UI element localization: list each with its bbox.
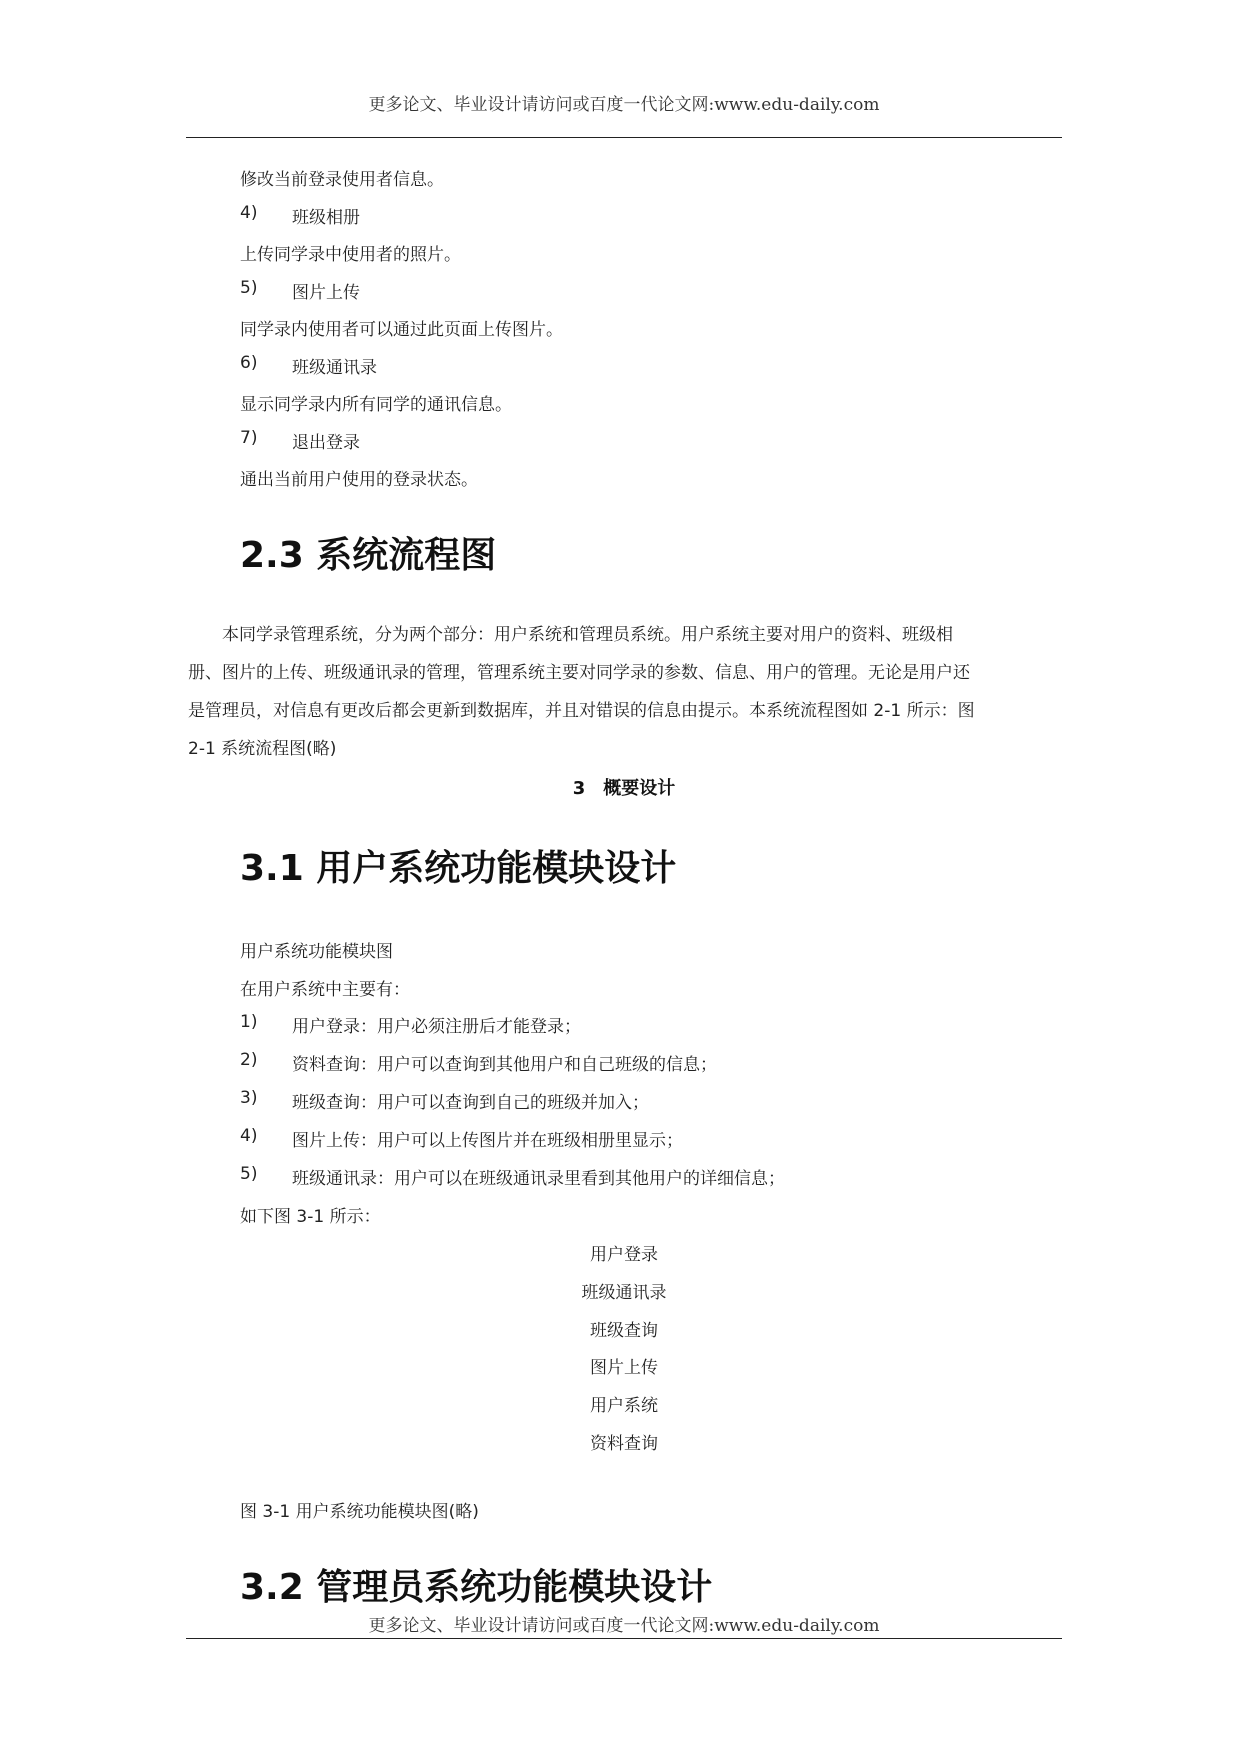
- section-2-3-paragraph: [188, 616, 1064, 768]
- module-item-text: 资料查询：用户可以查询到其他用户和自己班级的信息；: [292, 1055, 717, 1075]
- section-heading-3-2: 3.2 管理员系统功能模块设计: [240, 1567, 713, 1608]
- list-item-description: 显示同学录内所有同学的通讯信息。: [240, 395, 512, 415]
- figure-item: 班级通讯录: [581, 1283, 667, 1303]
- module-item-number: 1): [240, 1012, 258, 1032]
- section-heading-2-3: 2.3 系统流程图: [240, 535, 497, 576]
- section-heading-3-1: 3.1 用户系统功能模块设计: [240, 848, 677, 889]
- paragraph-line: 2-1 系统流程图(略): [188, 739, 337, 759]
- module-diagram-label: 用户系统功能模块图: [240, 942, 393, 962]
- list-item-number: 4): [240, 203, 258, 223]
- header-rule: [186, 137, 1062, 138]
- module-item-number: 5): [240, 1164, 258, 1184]
- paragraph-line: 本同学录管理系统，分为两个部分：用户系统和管理员系统。用户系统主要对用户的资料、班级相: [188, 625, 953, 645]
- paragraph-line: 是管理员，对信息有更改后都会更新到数据库，并且对错误的信息由提示。本系统流程图如 2-1 所示：图: [188, 701, 975, 721]
- list-item-label: 退出登录: [292, 433, 360, 453]
- list-item-label: 图片上传: [292, 283, 360, 303]
- list-item-label: 班级通讯录: [292, 358, 377, 378]
- list-item-description: 通出当前用户使用的登录状态。: [240, 470, 478, 490]
- figure-item: 图片上传: [590, 1358, 658, 1378]
- list-item-number: 6): [240, 353, 258, 373]
- figure-intro-text: 如下图 3-1 所示：: [240, 1207, 381, 1227]
- list-item-number: 7): [240, 428, 258, 448]
- paragraph-line: 册、图片的上传、班级通讯录的管理，管理系统主要对同学录的参数、信息、用户的管理。无论是用户还: [188, 663, 970, 683]
- list-intro-text: 修改当前登录使用者信息。: [240, 170, 444, 190]
- figure-caption: 图 3-1 用户系统功能模块图(略): [240, 1502, 479, 1522]
- figure-item: 用户系统: [590, 1396, 658, 1416]
- page-footer: 更多论文、毕业设计请访问或百度一代论文网:www.edu-daily.com: [368, 1616, 880, 1636]
- list-item-description: 同学录内使用者可以通过此页面上传图片。: [240, 320, 563, 340]
- module-item-text: 图片上传：用户可以上传图片并在班级相册里显示；: [292, 1131, 683, 1151]
- module-item-number: 2): [240, 1050, 258, 1070]
- module-item-number: 3): [240, 1088, 258, 1108]
- chapter-title: 3 概要设计: [572, 778, 676, 799]
- footer-rule: [186, 1638, 1062, 1639]
- module-item-text: 用户登录：用户必须注册后才能登录；: [292, 1017, 581, 1037]
- module-item-text: 班级通讯录：用户可以在班级通讯录里看到其他用户的详细信息；: [292, 1169, 785, 1189]
- list-item-label: 班级相册: [292, 208, 360, 228]
- page-header: 更多论文、毕业设计请访问或百度一代论文网:www.edu-daily.com: [368, 95, 880, 115]
- module-item-text: 班级查询：用户可以查询到自己的班级并加入；: [292, 1093, 649, 1113]
- list-item-number: 5): [240, 278, 258, 298]
- figure-item: 班级查询: [590, 1321, 658, 1341]
- figure-item: 用户登录: [590, 1245, 658, 1265]
- module-intro-text: 在用户系统中主要有：: [240, 980, 410, 1000]
- list-item-description: 上传同学录中使用者的照片。: [240, 245, 461, 265]
- figure-item: 资料查询: [590, 1434, 658, 1454]
- module-item-number: 4): [240, 1126, 258, 1146]
